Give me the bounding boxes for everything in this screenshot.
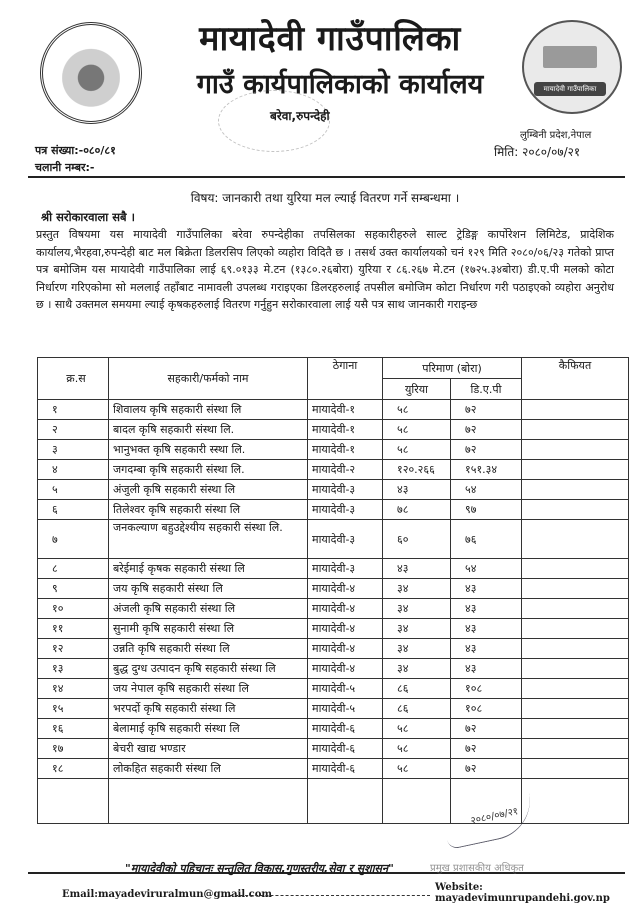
cell-sn: १३ <box>38 659 109 679</box>
cell-sn: ७ <box>38 520 109 559</box>
nepal-emblem-logo <box>40 22 142 124</box>
cell-dap: ७६ <box>451 520 522 559</box>
cell-name: बेलामाई कृषि सहकारी संस्था लि <box>109 719 308 739</box>
empty-cell <box>522 779 629 824</box>
cell-sn: १८ <box>38 759 109 779</box>
cell-sn: १७ <box>38 739 109 759</box>
cell-address: मायादेवी-५ <box>308 699 383 719</box>
cell-urea: ३४ <box>383 619 451 639</box>
cell-dap: ९७ <box>451 500 522 520</box>
cell-urea: ३४ <box>383 639 451 659</box>
cell-remarks <box>522 599 629 619</box>
table-row <box>38 559 629 579</box>
table-row <box>38 639 629 659</box>
table-row <box>38 520 629 559</box>
cell-name: जनकल्याण बहुउद्देश्यीय सहकारी संस्था लि. <box>109 520 308 559</box>
cell-name: भानुभक्त कृषि सहकारी स्स्था लि. <box>109 440 308 460</box>
cell-name: उन्नति कृषि सहकारी संस्था लि <box>109 639 308 659</box>
cell-remarks <box>522 420 629 440</box>
letter-date: मिति: २०८०/०७/२१ <box>494 145 581 159</box>
table-row <box>38 400 629 420</box>
cell-sn: ८ <box>38 559 109 579</box>
cell-dap: ४३ <box>451 659 522 679</box>
header-sn: क्र.स <box>38 358 109 400</box>
cell-address: मायादेवी-६ <box>308 759 383 779</box>
table-row <box>38 420 629 440</box>
cell-urea: ५८ <box>383 739 451 759</box>
dispatch-number: चलानी नम्बर:- <box>35 161 95 174</box>
cell-sn: २ <box>38 420 109 440</box>
cell-address: मायादेवी-४ <box>308 619 383 639</box>
cell-sn: ३ <box>38 440 109 460</box>
cell-name: बुद्ध दुग्ध उत्पादन कृषि सहकारी संस्था लि <box>109 659 308 679</box>
table-row <box>38 659 629 679</box>
cell-dap: ५४ <box>451 559 522 579</box>
table-row <box>38 440 629 460</box>
table-row <box>38 759 629 779</box>
cell-address: मायादेवी-३ <box>308 559 383 579</box>
cell-address: मायादेवी-४ <box>308 639 383 659</box>
cell-sn: ५ <box>38 480 109 500</box>
cell-dap: ७२ <box>451 440 522 460</box>
officer-stamp: प्रमुख प्रशासकीय अधिकृत <box>430 863 524 874</box>
letter-body: प्रस्तुत विषयमा यस मायादेवी गाउँपालिका बरेवा रुपन्देहीका तपसिलका सहकारीहरुले साल्ट ट्रेडिङ्ग कार्पोरेशन लिमिटेड, प्रादेशिक कार्यालय,भैरहवा,रुपन्देही बाट मल बिक्रेता डिलरसिप लिएको व्यहोरा विदितै छ । तसर्थ उक्त कार्यालयको चनं १२९ मिति २०८०/०६/२३ गतेको प्राप्त पत्र बमोजिम यस मायादेवी गाउँपालिका लाई ६९.०१३३ मे.टन (१३८०.२६बोरा) युरिया र ८६.२६७ मे.टन (१७२५.३४बोरा) डी.ए.पी मलको कोटा निर्धारण गरिएकोमा सो मललाई तहाँबाट नामावली उपलब्ध गराइएका डिलरहरुलाई तपसील बमोजिम कोटा निर्धारण गरी पठाइएको व्यहोरा अनुरोध छ । साथै उक्तमल समयमा ल्याई कृषकहरुलाई वितरण गर्नुहुन सरोकारवाला लाई यसै पत्र साथ जानकारी गराइन्छ <box>36 228 614 311</box>
table-row <box>38 619 629 639</box>
office-subtitle: गाउँ कार्यपालिकाको कार्यालय <box>196 69 484 100</box>
cell-address: मायादेवी-३ <box>308 480 383 500</box>
header-urea: युरिया <box>383 379 451 400</box>
cell-address: मायादेवी-३ <box>308 520 383 559</box>
cell-urea: ७८ <box>383 500 451 520</box>
empty-cell <box>308 779 383 824</box>
cell-name: शिवालय कृषि सहकारी संस्था लि <box>109 400 308 420</box>
table-row <box>38 739 629 759</box>
empty-cell <box>38 779 109 824</box>
cell-address: मायादेवी-५ <box>308 679 383 699</box>
header-name: सहकारी/फर्मको नाम <box>109 358 308 400</box>
cell-address: मायादेवी-६ <box>308 719 383 739</box>
cell-address: मायादेवी-६ <box>308 739 383 759</box>
cell-name: सुनामी कृषि सहकारी संस्था लि <box>109 619 308 639</box>
empty-cell <box>383 779 451 824</box>
table-row <box>38 719 629 739</box>
cell-dap: ७२ <box>451 719 522 739</box>
cell-urea: ५८ <box>383 719 451 739</box>
cell-sn: ११ <box>38 619 109 639</box>
cell-dap: ७२ <box>451 400 522 420</box>
cell-remarks <box>522 619 629 639</box>
cell-address: मायादेवी-४ <box>308 579 383 599</box>
office-title: मायादेवी गाउँपालिका <box>199 19 461 59</box>
cell-dap: १०८ <box>451 679 522 699</box>
cell-remarks <box>522 659 629 679</box>
cell-dap: ४३ <box>451 619 522 639</box>
cell-urea: ८६ <box>383 699 451 719</box>
cell-name: जय नेपाल कृषि सहकारी संस्था लि <box>109 679 308 699</box>
cell-urea: ३४ <box>383 579 451 599</box>
cell-sn: १४ <box>38 679 109 699</box>
cell-remarks <box>522 679 629 699</box>
cell-sn: ६ <box>38 500 109 520</box>
letter-subject: विषय: जानकारी तथा युरिया मल ल्याई वितरण गर्ने सम्बन्धमा । <box>190 191 460 205</box>
province-label: लुम्बिनी प्रदेश,नेपाल <box>520 130 592 141</box>
cell-name: जय कृषि सहकारी संस्था लि <box>109 579 308 599</box>
cell-remarks <box>522 460 629 480</box>
cell-urea: ५८ <box>383 440 451 460</box>
footer-website[interactable]: Website: mayadevimunrupandehi.gov.np <box>435 882 610 904</box>
header-address: ठेगाना <box>308 358 383 400</box>
cell-remarks <box>522 520 629 559</box>
table-row <box>38 679 629 699</box>
cell-dap: ७२ <box>451 739 522 759</box>
cell-address: मायादेवी-१ <box>308 420 383 440</box>
cell-remarks <box>522 759 629 779</box>
signature-date: २०८०/०७/२१ <box>469 806 520 827</box>
salutation: श्री सरोकारवाला सबै । <box>41 210 135 224</box>
header-quantity: परिमाण (बोरा) <box>383 358 522 379</box>
cell-dap: ४३ <box>451 579 522 599</box>
cell-remarks <box>522 719 629 739</box>
header-remarks: कैफियत <box>522 358 629 400</box>
table-row <box>38 699 629 719</box>
footer-dash-line <box>230 895 430 896</box>
office-address: बरेवा,रुपन्देही <box>270 109 330 123</box>
cell-name: बेचरी खाद्य भण्डार <box>109 739 308 759</box>
logo-band-text: मायादेवी गाउँपालिका <box>534 82 606 96</box>
cell-address: मायादेवी-४ <box>308 659 383 679</box>
cell-name: अंजुली कृषि सहकारी संस्था लि <box>109 480 308 500</box>
cell-urea: ४३ <box>383 559 451 579</box>
cell-address: मायादेवी-३ <box>308 500 383 520</box>
cell-dap: १५१.३४ <box>451 460 522 480</box>
cell-dap: ४३ <box>451 599 522 619</box>
cell-sn: १ <box>38 400 109 420</box>
cell-urea: ४३ <box>383 480 451 500</box>
cell-name: अंजली कृषि सहकारी संस्था लि <box>109 599 308 619</box>
header-divider <box>28 176 625 178</box>
empty-cell <box>109 779 308 824</box>
cell-name: जगदम्बा कृषि सहकारी संस्था लि. <box>109 460 308 480</box>
cell-sn: १६ <box>38 719 109 739</box>
cell-sn: ४ <box>38 460 109 480</box>
cell-address: मायादेवी-२ <box>308 460 383 480</box>
cell-dap: १०८ <box>451 699 522 719</box>
table-row <box>38 599 629 619</box>
cell-urea: ३४ <box>383 659 451 679</box>
cell-remarks <box>522 699 629 719</box>
footer-email[interactable]: Email:mayadeviruralmun@gmail.com <box>62 889 272 900</box>
allocation-table <box>37 357 629 824</box>
cell-remarks <box>522 500 629 520</box>
cell-address: मायादेवी-१ <box>308 440 383 460</box>
cell-name: तिलेश्वर कृषि सहकारी संस्था लि <box>109 500 308 520</box>
cell-urea: ३४ <box>383 599 451 619</box>
header-dap: डि.ए.पी <box>451 379 522 400</box>
table-row <box>38 460 629 480</box>
cell-sn: १२ <box>38 639 109 659</box>
table-row <box>38 480 629 500</box>
cell-name: बरेईमाई कृषक सहकारी संस्था लि <box>109 559 308 579</box>
cell-address: मायादेवी-४ <box>308 599 383 619</box>
cell-dap: ५४ <box>451 480 522 500</box>
cell-remarks <box>522 559 629 579</box>
cell-urea: ५८ <box>383 420 451 440</box>
cell-sn: ९ <box>38 579 109 599</box>
cell-urea: ८६ <box>383 679 451 699</box>
table-row <box>38 500 629 520</box>
cell-remarks <box>522 639 629 659</box>
footer-motto: "मायादेवीको पहिचानः सन्तुलित विकास,गुणस्तरीय,सेवा र सुशासन" <box>125 862 394 875</box>
cell-urea: ६० <box>383 520 451 559</box>
cell-name: बादल कृषि सहकारी संस्था लि. <box>109 420 308 440</box>
cell-sn: १० <box>38 599 109 619</box>
cell-urea: ५८ <box>383 759 451 779</box>
cell-dap: ७२ <box>451 759 522 779</box>
table-empty-row <box>38 779 629 824</box>
cell-remarks <box>522 739 629 759</box>
cell-remarks <box>522 480 629 500</box>
table-row <box>38 579 629 599</box>
cell-remarks <box>522 579 629 599</box>
cell-urea: ५८ <box>383 400 451 420</box>
cell-remarks <box>522 400 629 420</box>
logo-ship-icon <box>543 46 597 68</box>
cell-dap: ४३ <box>451 639 522 659</box>
cell-urea: १२०.२६६ <box>383 460 451 480</box>
cell-name: भरपर्दो कृषि सहकारी संस्था लि <box>109 699 308 719</box>
cell-remarks <box>522 440 629 460</box>
cell-name: लोकहित सहकारी संस्था लि <box>109 759 308 779</box>
reference-number: पत्र संख्या:-०८०/८१ <box>35 144 116 157</box>
cell-sn: १५ <box>38 699 109 719</box>
cell-dap: ७२ <box>451 420 522 440</box>
cell-address: मायादेवी-१ <box>308 400 383 420</box>
